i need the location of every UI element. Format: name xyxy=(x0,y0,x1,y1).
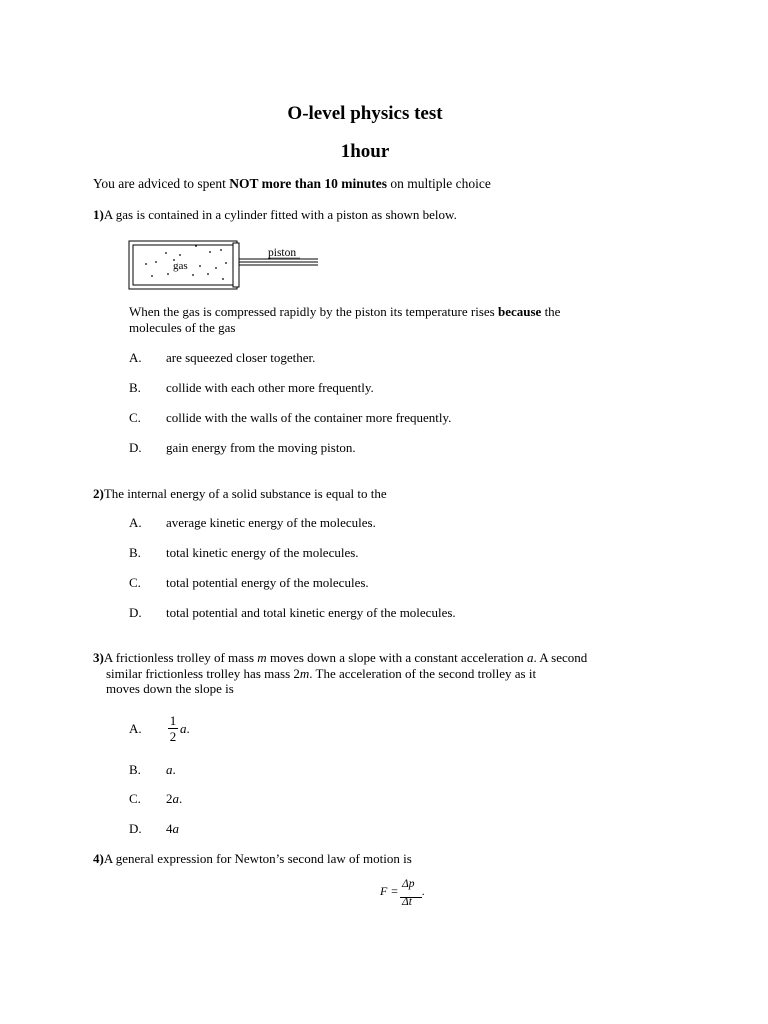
q2-option-b-letter: B. xyxy=(129,545,141,560)
fraction-denominator: 2 xyxy=(169,729,177,744)
question-3-line-1: 3)A frictionless trolley of mass m moves down a slope with a constant acceleration a. A second xyxy=(93,650,588,665)
gas-label: gas xyxy=(173,260,188,272)
q1-option-d-letter: D. xyxy=(129,440,142,455)
piston-head xyxy=(233,243,239,287)
gas-molecule xyxy=(225,262,227,264)
gas-molecule xyxy=(179,254,181,256)
q1-option-b-letter: B. xyxy=(129,380,141,395)
gas-molecule xyxy=(167,273,169,275)
q3-option-c-letter: C. xyxy=(129,791,141,806)
formula-suffix: . xyxy=(422,884,425,898)
question-3-line-3: moves down the slope is xyxy=(106,681,234,696)
gas-molecule xyxy=(145,263,147,265)
fraction-numerator: 1 xyxy=(169,713,177,728)
q2-option-c-letter: C. xyxy=(129,575,141,590)
q1-option-b: collide with each other more frequently. xyxy=(166,380,374,395)
newton-second-law-formula xyxy=(380,878,425,908)
q3-option-a-variable: a. xyxy=(180,721,190,736)
q2-option-d-letter: D. xyxy=(129,605,142,620)
gas-molecule xyxy=(199,265,201,267)
q3-option-c: 2a. xyxy=(166,791,183,806)
gas-molecule xyxy=(195,245,197,247)
q3-option-a-fraction xyxy=(166,713,180,744)
gas-molecule xyxy=(155,261,157,263)
test-duration: 1hour xyxy=(340,141,390,162)
q2-option-a-letter: A. xyxy=(129,515,142,530)
q1-option-c: collide with the walls of the container more frequently. xyxy=(166,410,452,425)
question-1: 1)A gas is contained in a cylinder fitted with a piston as shown below. xyxy=(93,207,457,222)
q1-option-a: are squeezed closer together. xyxy=(166,350,316,365)
q2-option-d: total potential and total kinetic energy of the molecules. xyxy=(166,605,456,620)
formula-denominator: Δt xyxy=(402,896,412,908)
gas-molecule xyxy=(209,251,211,253)
question-3-line-2: similar frictionless trolley has mass 2m. The acceleration of the second trolley as it xyxy=(106,666,537,681)
formula-lhs: F = xyxy=(380,884,399,898)
formula-numerator: Δp xyxy=(402,878,415,890)
gas-cylinder-diagram xyxy=(128,238,320,292)
q2-option-c: total potential energy of the molecules. xyxy=(166,575,369,590)
q1-option-c-letter: C. xyxy=(129,410,141,425)
gas-molecule xyxy=(165,252,167,254)
question-1-stem-line-2: molecules of the gas xyxy=(129,320,236,335)
q3-option-b: a. xyxy=(166,762,176,777)
gas-molecule xyxy=(207,273,209,275)
gas-molecule xyxy=(151,275,153,277)
gas-molecule xyxy=(192,274,194,276)
q1-option-a-letter: A. xyxy=(129,350,142,365)
q2-option-a: average kinetic energy of the molecules. xyxy=(166,515,376,530)
q1-option-d: gain energy from the moving piston. xyxy=(166,440,356,455)
gas-molecule xyxy=(220,249,222,251)
q2-option-b: total kinetic energy of the molecules. xyxy=(166,545,359,560)
gas-molecule xyxy=(215,267,217,269)
gas-molecule xyxy=(222,278,224,280)
q3-option-b-letter: B. xyxy=(129,762,141,777)
question-2: 2)The internal energy of a solid substance is equal to the xyxy=(93,486,387,501)
instruction-text: You are adviced to spent NOT more than 10 minutes on multiple choice xyxy=(93,176,491,191)
page-title: O-level physics test xyxy=(287,103,443,124)
q3-option-d-letter: D. xyxy=(129,821,142,836)
piston-label: piston xyxy=(268,247,297,259)
question-4: 4)A general expression for Newton’s second law of motion is xyxy=(93,851,412,866)
q3-option-d: 4a xyxy=(166,821,179,836)
question-1-stem-line-1: When the gas is compressed rapidly by the piston its temperature rises because the xyxy=(129,304,561,319)
q3-option-a-letter: A. xyxy=(129,721,142,736)
